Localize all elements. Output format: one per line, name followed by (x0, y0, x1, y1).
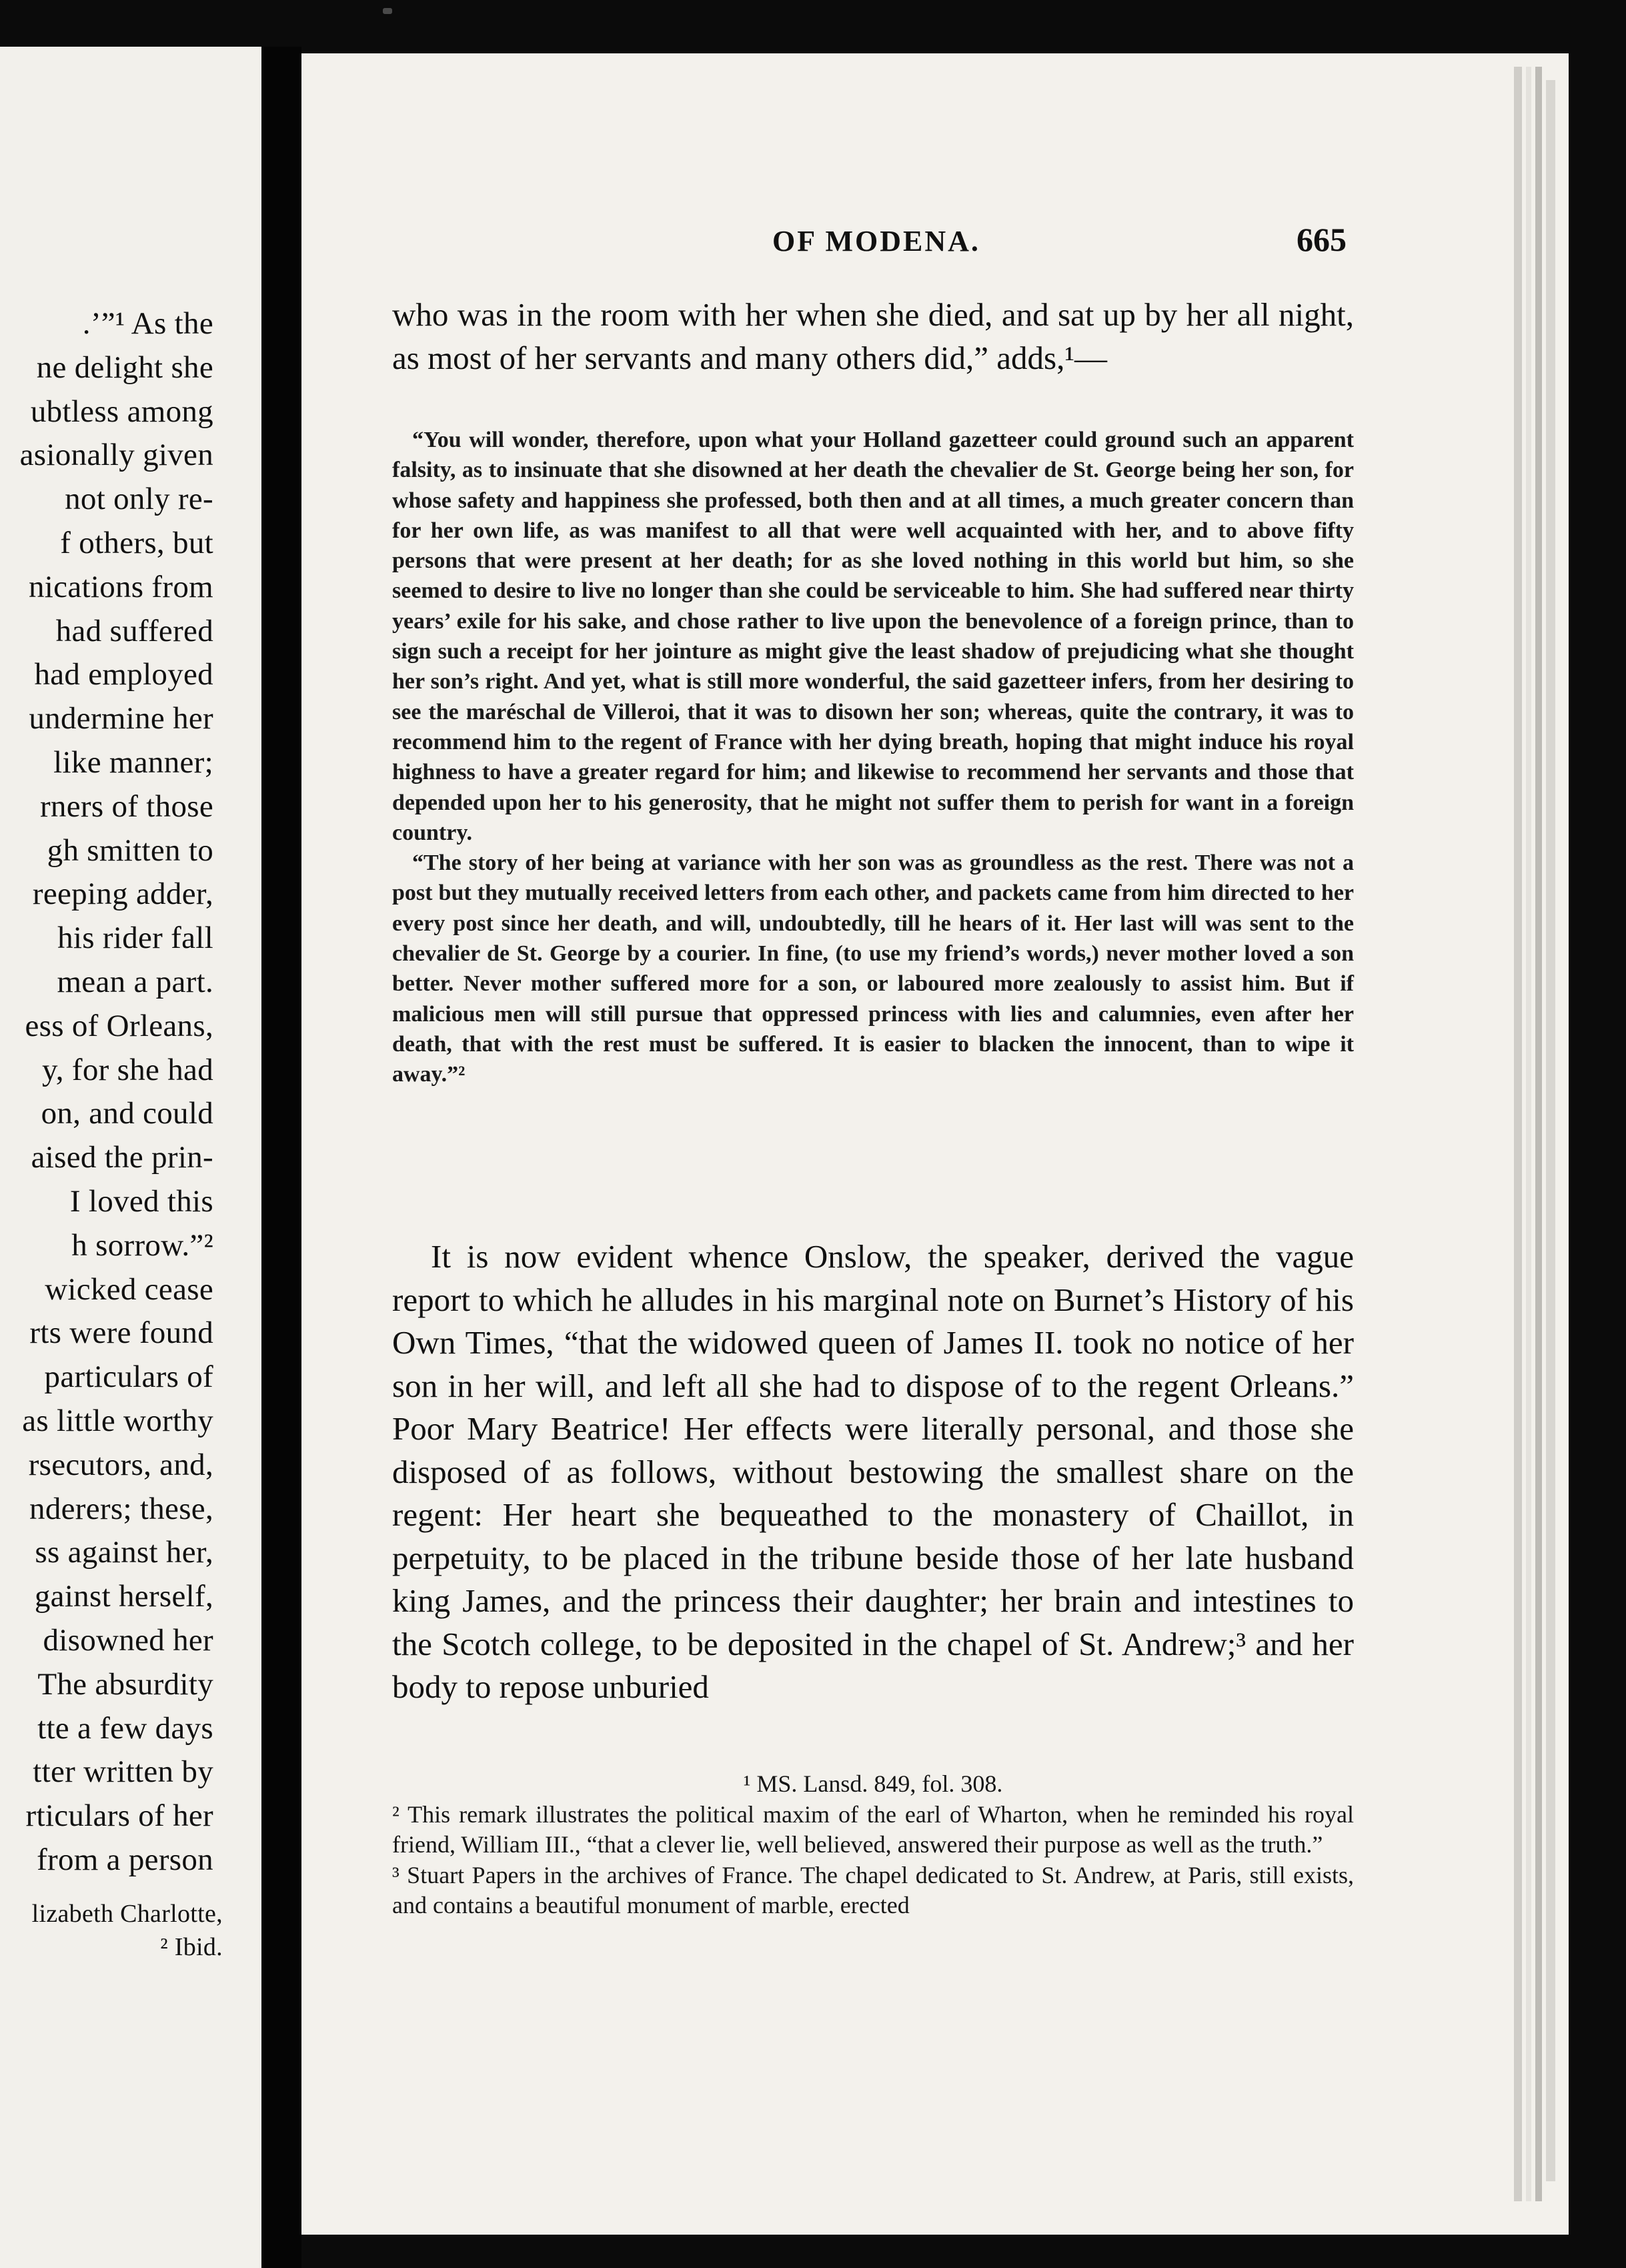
left-page-line: f others, but (60, 526, 213, 560)
left-page-line: rticulars of her (25, 1798, 213, 1834)
left-page-line: rts were found (29, 1315, 213, 1351)
left-page-line: gh smitten to (47, 832, 213, 868)
left-page-line: nderers; these, (29, 1491, 213, 1526)
main-paragraph (392, 1235, 1354, 1709)
left-page-line: I loved this (69, 1184, 213, 1219)
quote-paragraph-1 (392, 425, 1354, 848)
book-gutter (261, 47, 301, 2268)
left-page-line: ss against her, (35, 1535, 213, 1570)
scan-speck (383, 8, 392, 14)
quote-paragraph-2 (392, 848, 1354, 1089)
left-page-line: from a person (37, 1842, 213, 1877)
left-page-line: asionally given (19, 438, 213, 473)
left-page-line: as little worthy (22, 1403, 213, 1438)
left-page-line: undermine her (29, 701, 213, 736)
left-page-line: not only re- (65, 482, 213, 517)
page-edge (1535, 67, 1542, 2201)
footnote-3 (392, 1860, 1354, 1921)
left-page-line: ess of Orleans, (25, 1008, 213, 1043)
page-number: 665 (1297, 221, 1347, 258)
left-page-line: rners of those (39, 788, 213, 824)
left-page-line: The absurdity (37, 1666, 213, 1702)
left-page-line: on, and could (41, 1096, 213, 1131)
footnote-2 (392, 1800, 1354, 1860)
left-page-line: ubtless among (30, 394, 213, 429)
left-page-line: ne delight she (36, 350, 213, 385)
main-paragraph-block (392, 1235, 1354, 1709)
left-page-line: particulars of (44, 1359, 213, 1395)
page-edge (1526, 67, 1531, 2201)
footnote-2-text: ² This remark illustrates the political maxim of the earl of Wharton, when he reminded his royal friend, William III., “that a clever lie, well believed, answered their purpose as well as the truth.” (392, 1800, 1354, 1858)
running-head: OF MODENA. (772, 225, 980, 257)
left-page-line: wicked cease (45, 1271, 213, 1307)
footnote-3-text: ³ Stuart Papers in the archives of France. The chapel dedicated to St. Andrew, at Paris, still exists, and contains a beautiful monument of marble, erected (392, 1861, 1354, 1918)
page-edge (1546, 80, 1555, 2181)
left-page-line: gainst herself, (34, 1579, 213, 1614)
left-page-line: .’”¹ As the (82, 306, 213, 341)
left-page-line: had suffered (55, 613, 213, 648)
left-page-footnote-line: lizabeth Charlotte, (31, 1900, 223, 1928)
quote-paragraph-2-text: “The story of her being at variance with her son was as groundless as the rest. There was not a post but they mutually received letters from each other, and packets came from him directed to her every post since her death, and will, undoubtedly, till he hears of it. Her last will was sent to the chevalier de St. George by a courier. In fine, (to use my friend’s words,) never mother loved a son better. Never mother suffered more for a son, or laboured more zealously to assist him. But if malicious men will still pursue that oppressed princess with lies and calumnies, even after her death, that with the rest must be suffered. It is easier to blacken the innocent, than to wipe it away.”² (392, 851, 1354, 1087)
opening-paragraph (392, 294, 1354, 380)
left-page (0, 47, 261, 2268)
left-page-line: reeping adder, (32, 877, 213, 912)
left-page-line: tte a few days (37, 1710, 213, 1746)
left-page-line: like manner; (53, 745, 213, 780)
block-quote (392, 425, 1354, 1090)
left-page-line: mean a part. (57, 965, 213, 999)
page-edge (1514, 67, 1522, 2201)
left-page-line: disowned her (43, 1623, 213, 1658)
left-page-line: his rider fall (57, 921, 213, 956)
footnotes (392, 1769, 1354, 1921)
left-page-line: rsecutors, and, (28, 1447, 213, 1482)
left-page-line: aised the prin- (31, 1140, 213, 1175)
quote-paragraph-1-text: “You will wonder, therefore, upon what your Holland gazetteer could ground such an apparent falsity, as to insinuate that she disowned at her death the chevalier de St. George being her son, for whose safety and happiness she professed, both then and at all times, a much greater concern than for her own life, as was manifest to all that were well acquainted with her, and to above fifty persons that were present at her death; for as she loved nothing in this world but him, so she seemed to desire to live no longer than she could be serviceable to him. She had suffered near thirty years’ exile for his sake, and chose rather to live upon the benevolence of a foreign prince, than to sign such a receipt for her jointure as might give the least shadow of prejudicing what she thought her son’s right. And yet, what is still more wonderful, the said gazetteer infers, from her desiring to see the maréschal de Villeroi, that it was to disown her son; whereas, quite the contrary, it was to recommend him to the regent of France with her dying breath, hoping that might induce his royal highness to have a greater regard for him; and likewise to recommend her servants and those that depended upon her to his generosity, that he might not suffer them to perish for want in a foreign country. (392, 428, 1354, 845)
left-page-line: tter written by (33, 1754, 213, 1790)
opening-paragraph-text: who was in the room with her when she died, and sat up by her all night, as most of her servants and many others did,” adds,¹— (392, 296, 1354, 376)
left-page-footnote-line: ² Ibid. (160, 1933, 223, 1961)
main-paragraph-text: It is now evident whence Onslow, the speaker, derived the vague report to which he alludes in his marginal note on Burnet’s History of his Own Times, “that the widowed queen of James II. took no notice of her son in her will, and left all she had to dispose of to the regent Orleans.” Poor Mary Beatrice! Her effects were literally personal, and those she disposed of as follows, without bestowing the smallest share on the regent: Her heart she bequeathed to the monastery of Chaillot, in perpetuity, to be placed in the tribune beside those of her late husband king James, and the princess their daughter; her brain and intestines to the Scotch college, to be deposited in the chapel of St. Andrew;³ and her body to repose unburied (392, 1238, 1354, 1705)
left-page-line: h sorrow.”² (71, 1227, 213, 1263)
footnote-1: ¹ MS. Lansd. 849, fol. 308. (743, 1770, 1003, 1797)
left-page-line: y, for she had (42, 1052, 213, 1087)
left-page-line: nications from (29, 569, 213, 604)
left-page-line: had employed (34, 657, 213, 692)
